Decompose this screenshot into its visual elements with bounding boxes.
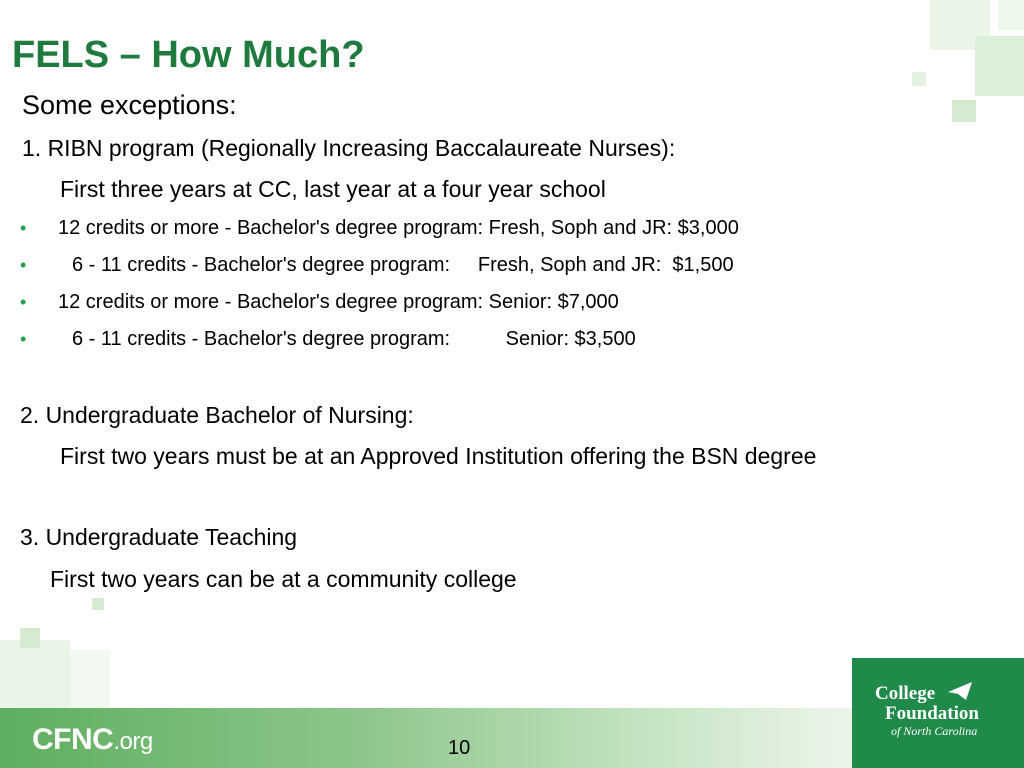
item3-detail: First two years can be at a community college bbox=[50, 566, 517, 592]
decor-square bbox=[0, 640, 70, 708]
item2-detail: First two years must be at an Approved Institution offering the BSN degree bbox=[60, 443, 817, 469]
bullet-dot-icon: • bbox=[20, 329, 27, 349]
cfnc-logo bbox=[32, 722, 153, 760]
bullet-dot-icon: • bbox=[20, 255, 27, 275]
cfnc-logo-name: CFNC bbox=[32, 723, 114, 756]
badge-line-1: College bbox=[875, 683, 936, 704]
slide-title: FELS – How Much? bbox=[12, 34, 365, 76]
decor-square bbox=[952, 100, 976, 122]
bullet-text: 12 credits or more - Bachelor's degree program: Fresh, Soph and JR: $3,000 bbox=[58, 217, 739, 239]
badge-line-3: of North Carolina bbox=[891, 724, 978, 738]
bullet-text: 12 credits or more - Bachelor's degree program: Senior: $7,000 bbox=[58, 291, 619, 313]
item2-heading: 2. Undergraduate Bachelor of Nursing: bbox=[20, 402, 414, 428]
decor-square bbox=[975, 36, 1024, 96]
decor-square bbox=[998, 0, 1024, 30]
decor-square bbox=[92, 598, 104, 610]
decor-square bbox=[20, 628, 40, 648]
item3-heading: 3. Undergraduate Teaching bbox=[20, 524, 298, 550]
page-number: 10 bbox=[448, 737, 471, 759]
badge-line-2: Foundation bbox=[885, 703, 979, 724]
decor-square bbox=[912, 72, 926, 86]
decor-square bbox=[70, 650, 110, 708]
subtitle: Some exceptions: bbox=[22, 90, 237, 120]
item1-detail: First three years at CC, last year at a four year school bbox=[60, 176, 606, 202]
bullet-dot-icon: • bbox=[20, 218, 27, 238]
bullet-text: 6 - 11 credits - Bachelor's degree program: Senior: $3,500 bbox=[72, 328, 636, 350]
cfnc-logo-suffix: .org bbox=[113, 728, 153, 755]
bullet-text: 6 - 11 credits - Bachelor's degree program: Fresh, Soph and JR: $1,500 bbox=[72, 254, 734, 276]
item1-heading: 1. RIBN program (Regionally Increasing Baccalaureate Nurses): bbox=[22, 135, 676, 161]
bullet-dot-icon: • bbox=[20, 292, 27, 312]
college-foundation-logo bbox=[875, 684, 979, 738]
